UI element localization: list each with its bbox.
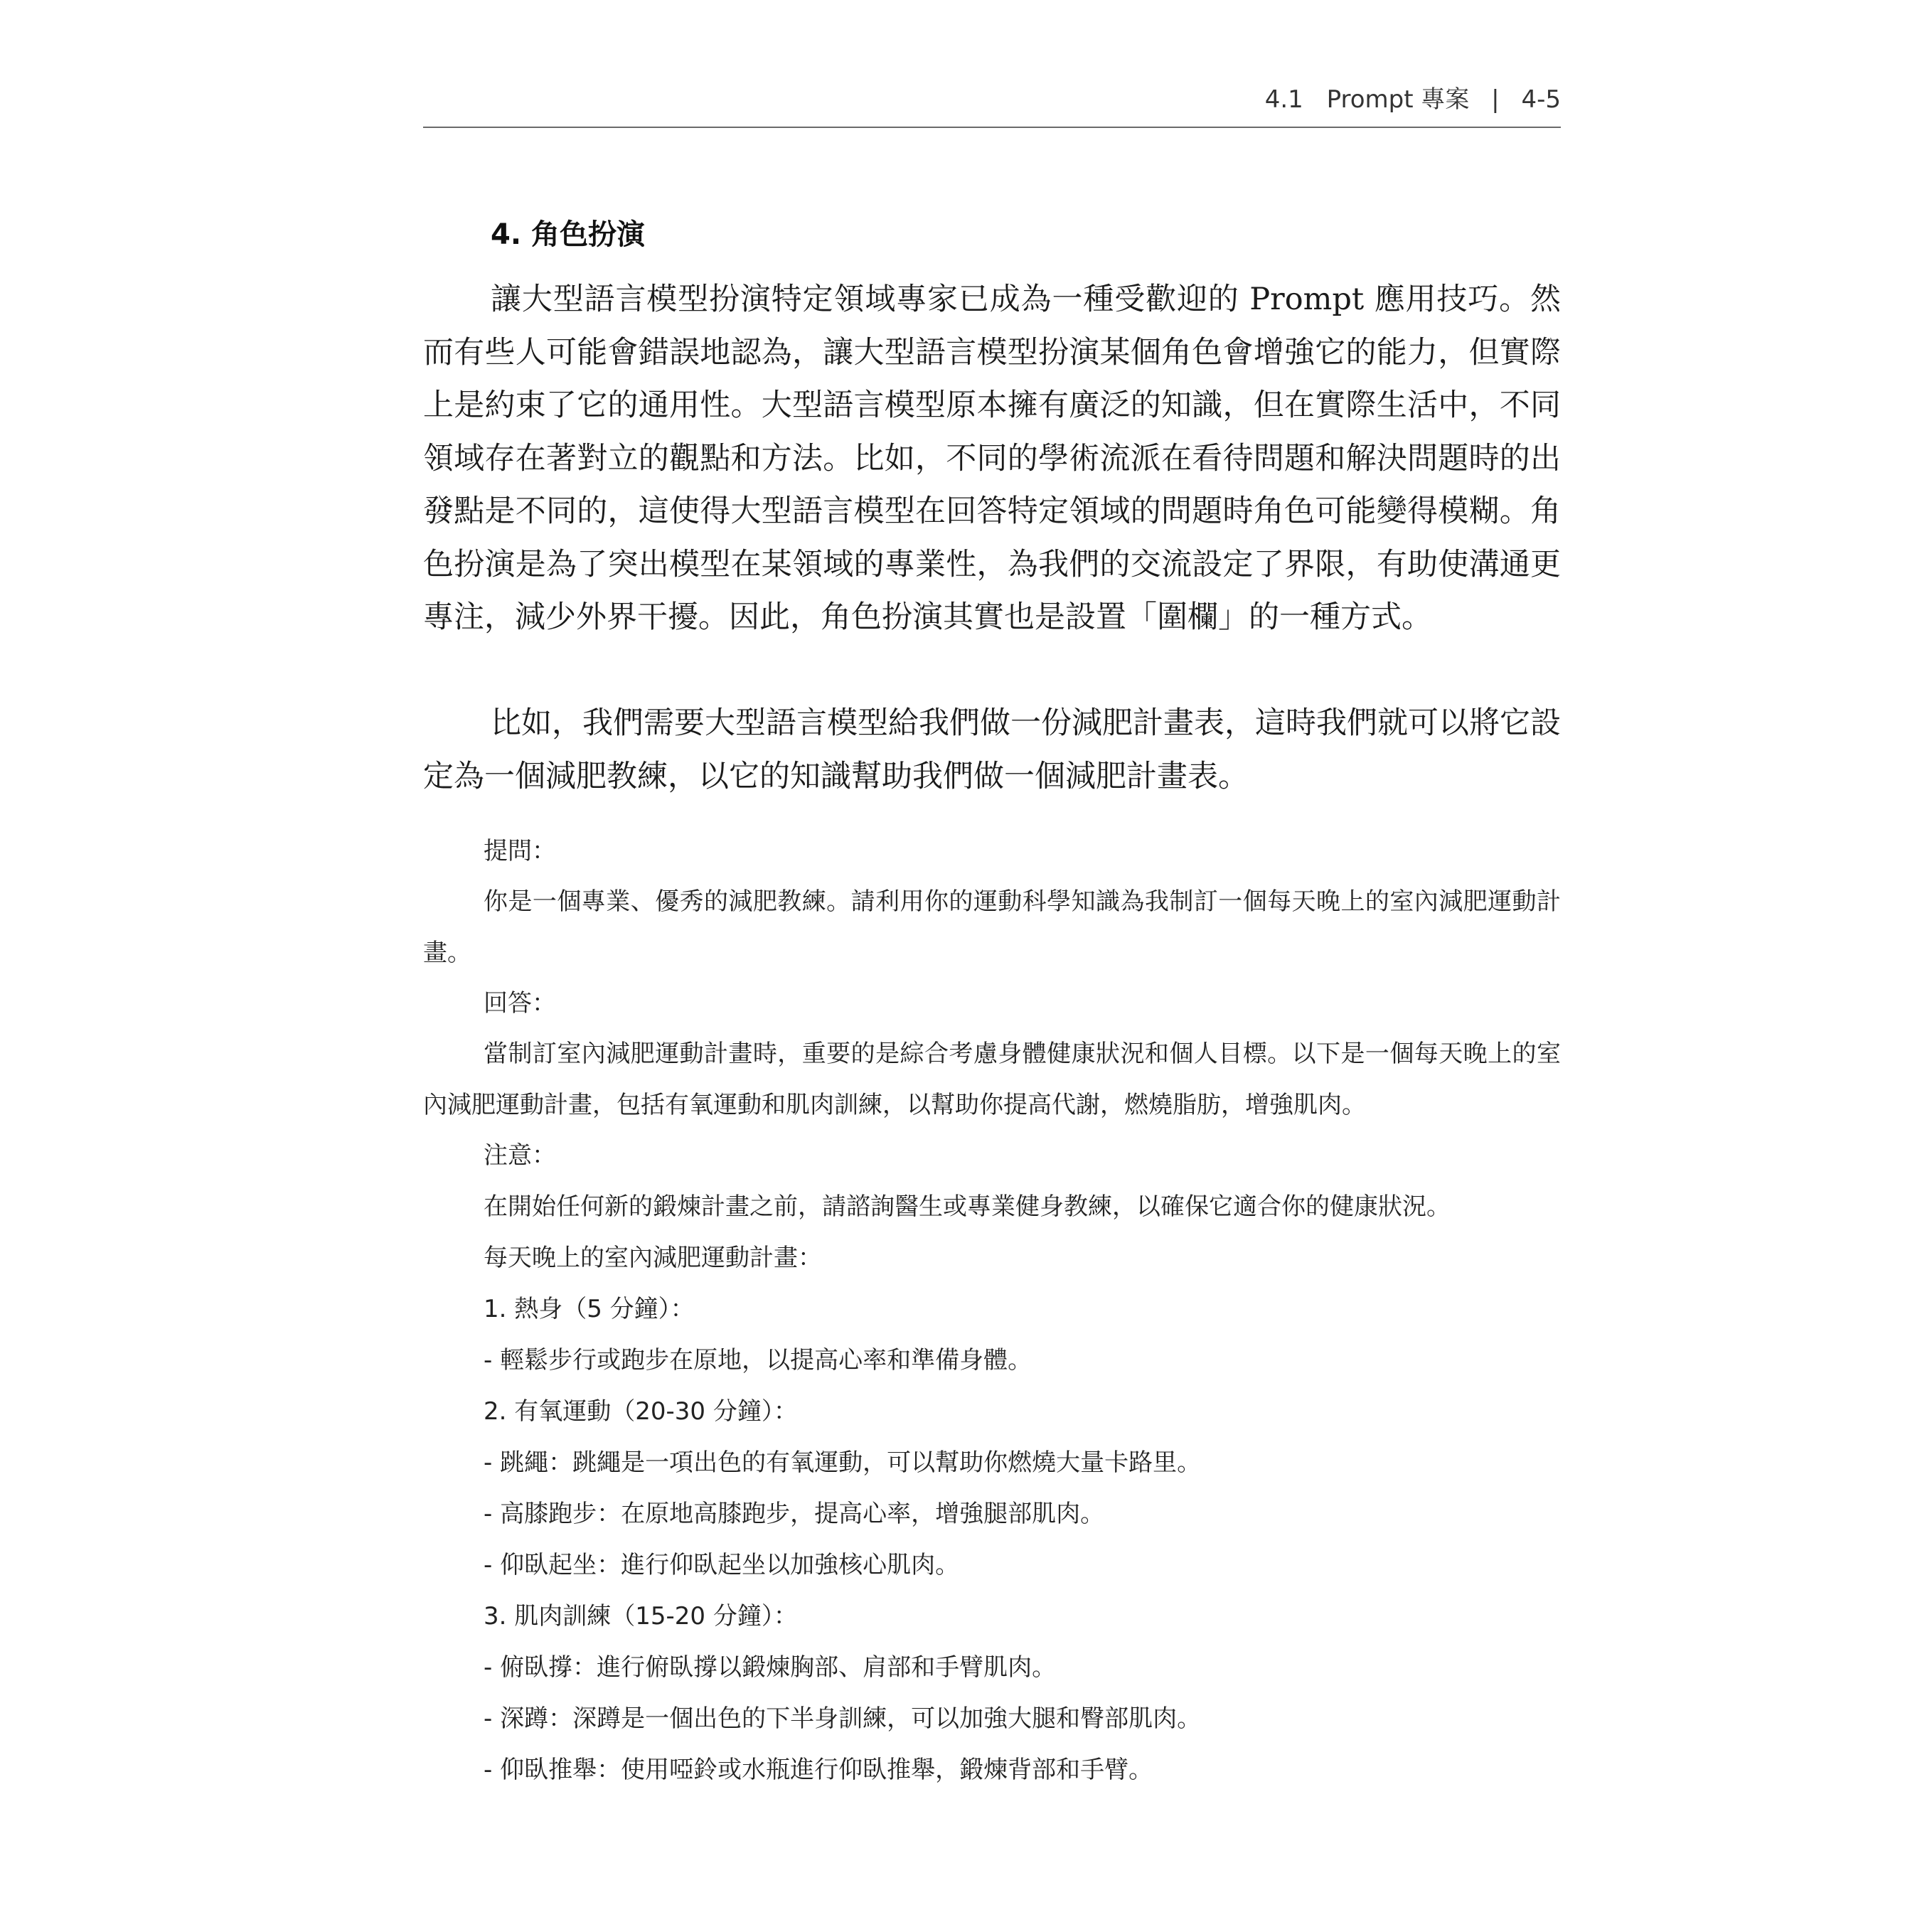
header-chapter-title: Prompt 專案 [1326, 85, 1470, 114]
note-label: 注意： [484, 1141, 556, 1170]
header-section-number: 4.1 [1264, 85, 1303, 114]
running-header [423, 80, 1561, 129]
plan-line: 3. 肌肉訓練（15-20 分鐘）： [484, 1602, 798, 1631]
body-paragraph: 比如，我們需要大型語言模型給我們做一份減肥計畫表，這時我們就可以將它設定為一個減肥教練，以它的知識幫助我們做一個減肥計畫表。 [423, 705, 1561, 794]
plan-line: - 俯臥撐：進行俯臥撐以鍛煉胸部、肩部和手臂肌肉。 [484, 1653, 1057, 1682]
header-separator: | [1491, 85, 1500, 114]
question-text: 你是一個專業、優秀的減肥教練。請利用你的運動科學知識為我制訂一個每天晚上的室內減肥運動計畫。 [423, 887, 1561, 967]
plan-line: - 跳繩：跳繩是一項出色的有氧運動，可以幫助你燃燒大量卡路里。 [484, 1448, 1202, 1477]
plan-title: 每天晚上的室內減肥運動計畫： [484, 1244, 822, 1272]
plan-line: - 仰臥起坐：進行仰臥起坐以加強核心肌肉。 [484, 1551, 960, 1579]
section-heading: 4. 角色扮演 [491, 218, 645, 251]
question-label: 提問： [484, 837, 556, 865]
answer-intro: 當制訂室內減肥運動計畫時，重要的是綜合考慮身體健康狀況和個人目標。以下是一個每天晚上的室內減肥運動計畫，包括有氧運動和肌肉訓練，以幫助你提高代謝，燃燒脂肪，增強肌肉。 [423, 1040, 1561, 1119]
plan-line: - 輕鬆步行或跑步在原地，以提高心率和準備身體。 [484, 1346, 1032, 1375]
page-number: 4-5 [1521, 85, 1561, 114]
answer-label: 回答： [484, 989, 556, 1018]
header-rule [423, 127, 1561, 128]
body-paragraph: 讓大型語言模型扮演特定領域專家已成為一種受歡迎的 Prompt 應用技巧。然而有些人可能會錯誤地認為，讓大型語言模型扮演某個角色會增強它的能力，但實際上是約束了它的通用性。大型語言模型原本擁有廣泛的知識，但在實際生活中，不同領域存在著對立的觀點和方法。比如，不同的學術流派在看待問題和解決問題時的出發點是不同的，這使得大型語言模型在回答特定領域的問題時角色可能變得模糊。角色扮演是為了突出模型在某領域的專業性，為我們的交流設定了界限，有助使溝通更專注，減少外界干擾。因此，角色扮演其實也是設置「圍欄」的一種方式。 [423, 282, 1561, 635]
plan-line: 1. 熱身（5 分鐘）： [484, 1295, 695, 1323]
plan-line: 2. 有氧運動（20-30 分鐘）： [484, 1397, 798, 1426]
note-text: 在開始任何新的鍛煉計畫之前，請諮詢醫生或專業健身教練，以確保它適合你的健康狀況。 [484, 1192, 1451, 1221]
plan-line: - 深蹲：深蹲是一個出色的下半身訓練，可以加強大腿和臀部肌肉。 [484, 1704, 1202, 1733]
plan-line: - 仰臥推舉：使用啞鈴或水瓶進行仰臥推舉，鍛煉背部和手臂。 [484, 1756, 1153, 1784]
plan-line: - 高膝跑步：在原地高膝跑步，提高心率，增強腿部肌肉。 [484, 1500, 1105, 1528]
